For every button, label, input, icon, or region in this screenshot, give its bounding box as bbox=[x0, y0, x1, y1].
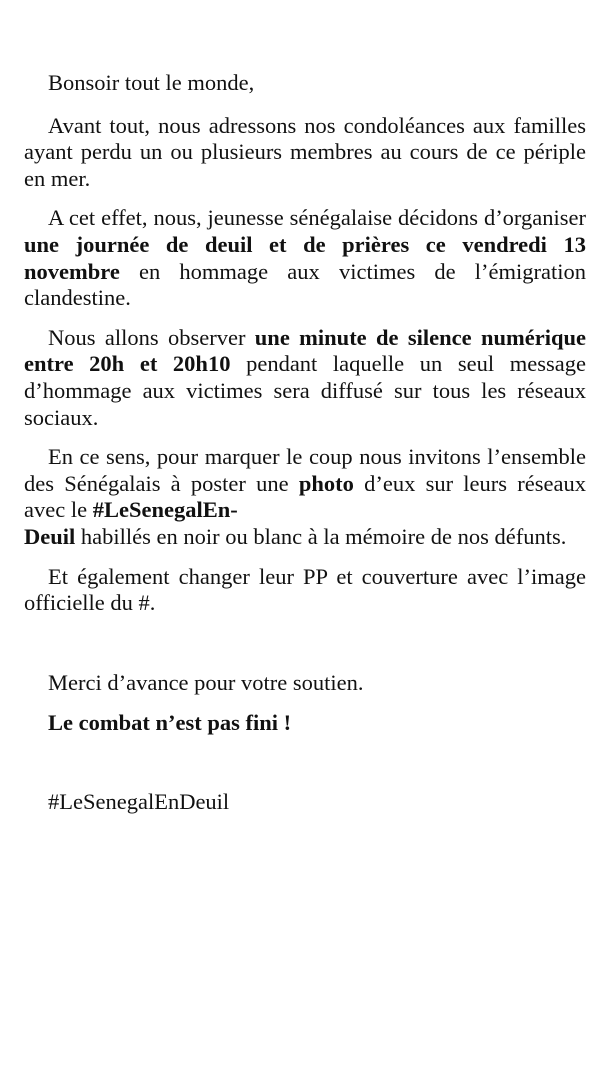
photo-middle: d’eux sur leurs réseaux avec le bbox=[24, 470, 586, 523]
profile-text: Et également changer leur PP et couverture avec l’image officielle du #. bbox=[24, 563, 586, 616]
thanks-text: Merci d’avance pour votre soutien. bbox=[48, 669, 364, 695]
message-document bbox=[24, 70, 586, 815]
mourning-paragraph bbox=[24, 205, 586, 311]
mourning-intro: A cet effet, nous, jeunesse sénégalaise décidons d’organiser bbox=[48, 205, 586, 231]
hashtag-paragraph bbox=[24, 789, 586, 816]
mourning-outro: en hommage aux victimes de l’émigration clandestine. bbox=[24, 258, 586, 311]
photo-paragraph bbox=[24, 444, 586, 550]
condolences-paragraph bbox=[24, 113, 586, 193]
thanks-paragraph bbox=[24, 670, 586, 697]
silence-highlight: une minute de silence numérique entre 20h et 20h10 bbox=[24, 324, 586, 377]
profile-paragraph bbox=[24, 564, 586, 617]
combat-text: Le combat n’est pas fini ! bbox=[48, 710, 292, 736]
mourning-highlight: une journée de deuil et de prières ce vendredi 13 novembre bbox=[24, 231, 586, 284]
photo-outro: habillés en noir ou blanc à la mémoire de nos défunts. bbox=[75, 523, 567, 549]
combat-paragraph bbox=[24, 710, 586, 737]
silence-intro: Nous allons observer bbox=[48, 324, 255, 350]
photo-hashtag-part1: #LeSenegalEn- bbox=[92, 497, 238, 523]
silence-paragraph bbox=[24, 325, 586, 431]
photo-highlight: photo bbox=[298, 470, 354, 496]
photo-hashtag-part2: Deuil bbox=[24, 523, 76, 549]
closing-hashtag: #LeSenegalEnDeuil bbox=[48, 788, 230, 814]
greeting-paragraph bbox=[24, 70, 586, 97]
condolences-text: Avant tout, nous adressons nos condoléances aux familles ayant perdu un ou plusieurs membres au cours de ce périple en mer. bbox=[24, 112, 586, 191]
greeting-text: Bonsoir tout le monde, bbox=[48, 70, 255, 95]
photo-intro: En ce sens, pour marquer le coup nous invitons l’ensemble des Sénégalais à poster une bbox=[24, 444, 586, 496]
silence-outro: pendant laquelle un seul message d’hommage aux victimes sera diffusé sur tous les réseaux sociaux. bbox=[24, 351, 586, 430]
